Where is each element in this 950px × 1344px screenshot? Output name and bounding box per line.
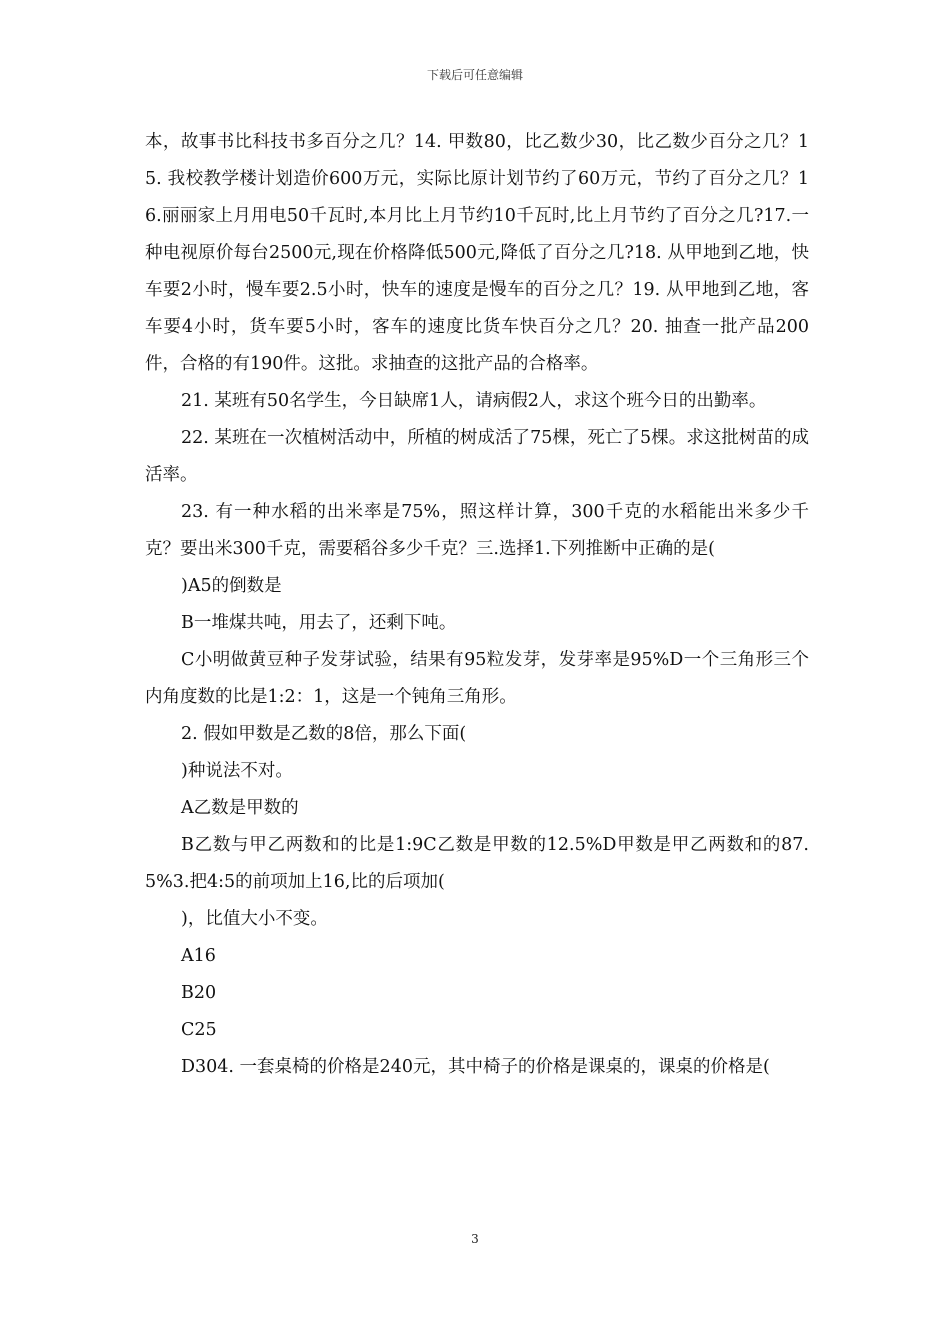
paragraph: B20 <box>181 983 217 1003</box>
page-number: 3 <box>471 1232 479 1246</box>
paragraph: A16 <box>181 946 216 966</box>
paragraph: 本，故事书比科技书多百分之几？14. 甲数80，比乙数少30，比乙数少百分之几？15. 我校教学楼计划造价600万元，实际比原计划节约了60万元，节约了百分之几？16.丽丽家上月用电50千瓦时,本月比上月节约10千瓦时,比上月节约了百分之几?17.一种电视原价每台2500元,现在价格降低500元,降低了百分之几?18. 从甲地到乙地，快车要2小时，慢车要2.5小时，快车的速度是慢车的百分之几？19. 从甲地到乙地，客车要4小时，货车要5小时，客车的速度比货车快百分之几？20. 抽查一批产品200件，合格的有190件。这批。求抽查的这批产品的合格率。 <box>145 132 809 374</box>
paragraph: 23. 有一种水稻的出米率是75%，照这样计算，300千克的水稻能出米多少千克？要出米300千克，需要稻谷多少千克？三.选择1.下列推断中正确的是( <box>145 502 809 559</box>
paragraph: )种说法不对。 <box>181 761 293 781</box>
paragraph: C25 <box>181 1020 217 1040</box>
paragraph: A乙数是甲数的 <box>181 798 299 818</box>
page-header: 下载后可任意编辑 <box>426 68 523 82</box>
paragraph: )A5的倒数是 <box>181 576 282 596</box>
document-body <box>145 124 809 1086</box>
paragraph: B乙数与甲乙两数和的比是1:9C乙数是甲数的12.5%D甲数是甲乙两数和的87.5%3.把4:5的前项加上16,比的后项加( <box>145 835 809 892</box>
paragraph: D304. 一套桌椅的价格是240元，其中椅子的价格是课桌的，课桌的价格是( <box>181 1057 770 1077</box>
paragraph: 21. 某班有50名学生，今日缺席1人，请病假2人，求这个班今日的出勤率。 <box>181 391 767 411</box>
paragraph: B一堆煤共吨，用去了，还剩下吨。 <box>181 613 457 633</box>
paragraph: C小明做黄豆种子发芽试验，结果有95粒发芽，发芽率是95%D一个三角形三个内角度数的比是1:2：1，这是一个钝角三角形。 <box>145 650 809 707</box>
paragraph: 22. 某班在一次植树活动中，所植的树成活了75棵，死亡了5棵。求这批树苗的成活率。 <box>145 428 809 485</box>
paragraph: 2. 假如甲数是乙数的8倍，那么下面( <box>181 724 467 744</box>
paragraph: )，比值大小不变。 <box>181 909 328 929</box>
